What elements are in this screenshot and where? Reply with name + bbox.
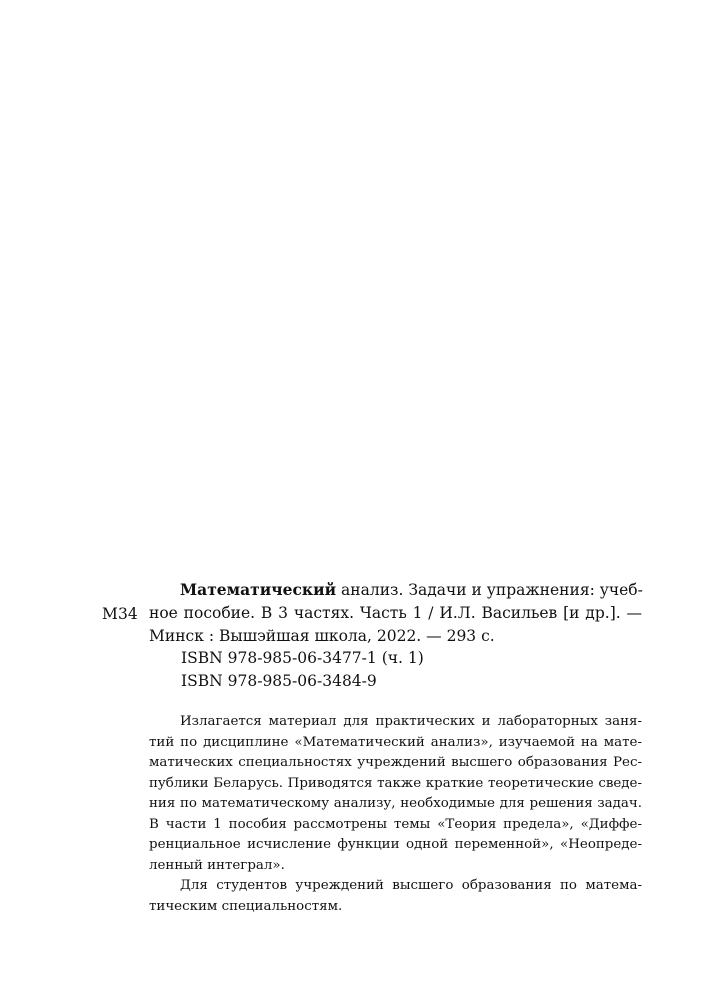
abstract xyxy=(149,712,642,917)
abstract-line: ленный интеграл». xyxy=(149,857,285,873)
audience-line: Для студентов учреждений высшего образования по матема- xyxy=(180,878,642,893)
abstract-line: ния по математическому анализу, необходимые для решения задач. xyxy=(149,796,642,811)
abstract-line: тий по дисциплине «Математический анализ», изучаемой на мате- xyxy=(149,734,642,750)
author-mark: М34 xyxy=(102,605,138,623)
abstract-line: Излагается материал для практических и лабораторных заня- xyxy=(180,714,642,729)
biblio-line-2: ное пособие. В 3 частях. Часть 1 / И.Л. Васильев [и др.]. — xyxy=(149,604,642,622)
abstract-line: В части 1 пособия рассмотрены темы «Теория предела», «Диффе- xyxy=(149,816,642,832)
biblio-line-3: Минск : Вышэйшая школа, 2022. — 293 с. xyxy=(149,627,495,645)
abstract-line: ренциальное исчисление функции одной переменной», «Неопреде- xyxy=(149,837,642,852)
bibliographic-record xyxy=(149,578,642,648)
abstract-line: публики Беларусь. Приводятся также краткие теоретические сведе- xyxy=(149,775,642,791)
abstract-line: матических специальностях учреждений высшего образования Рес- xyxy=(149,755,642,770)
isbn-full-set: ISBN 978-985-06-3484-9 xyxy=(181,672,377,690)
biblio-line-1 xyxy=(149,578,642,602)
title-word: Математический xyxy=(180,580,337,599)
isbn-part-1: ISBN 978-985-06-3477-1 (ч. 1) xyxy=(181,649,424,667)
biblio-line-1-rest: анализ. Задачи и упражнения: учеб- xyxy=(341,581,643,599)
audience-line: тическим специальностям. xyxy=(149,898,343,914)
